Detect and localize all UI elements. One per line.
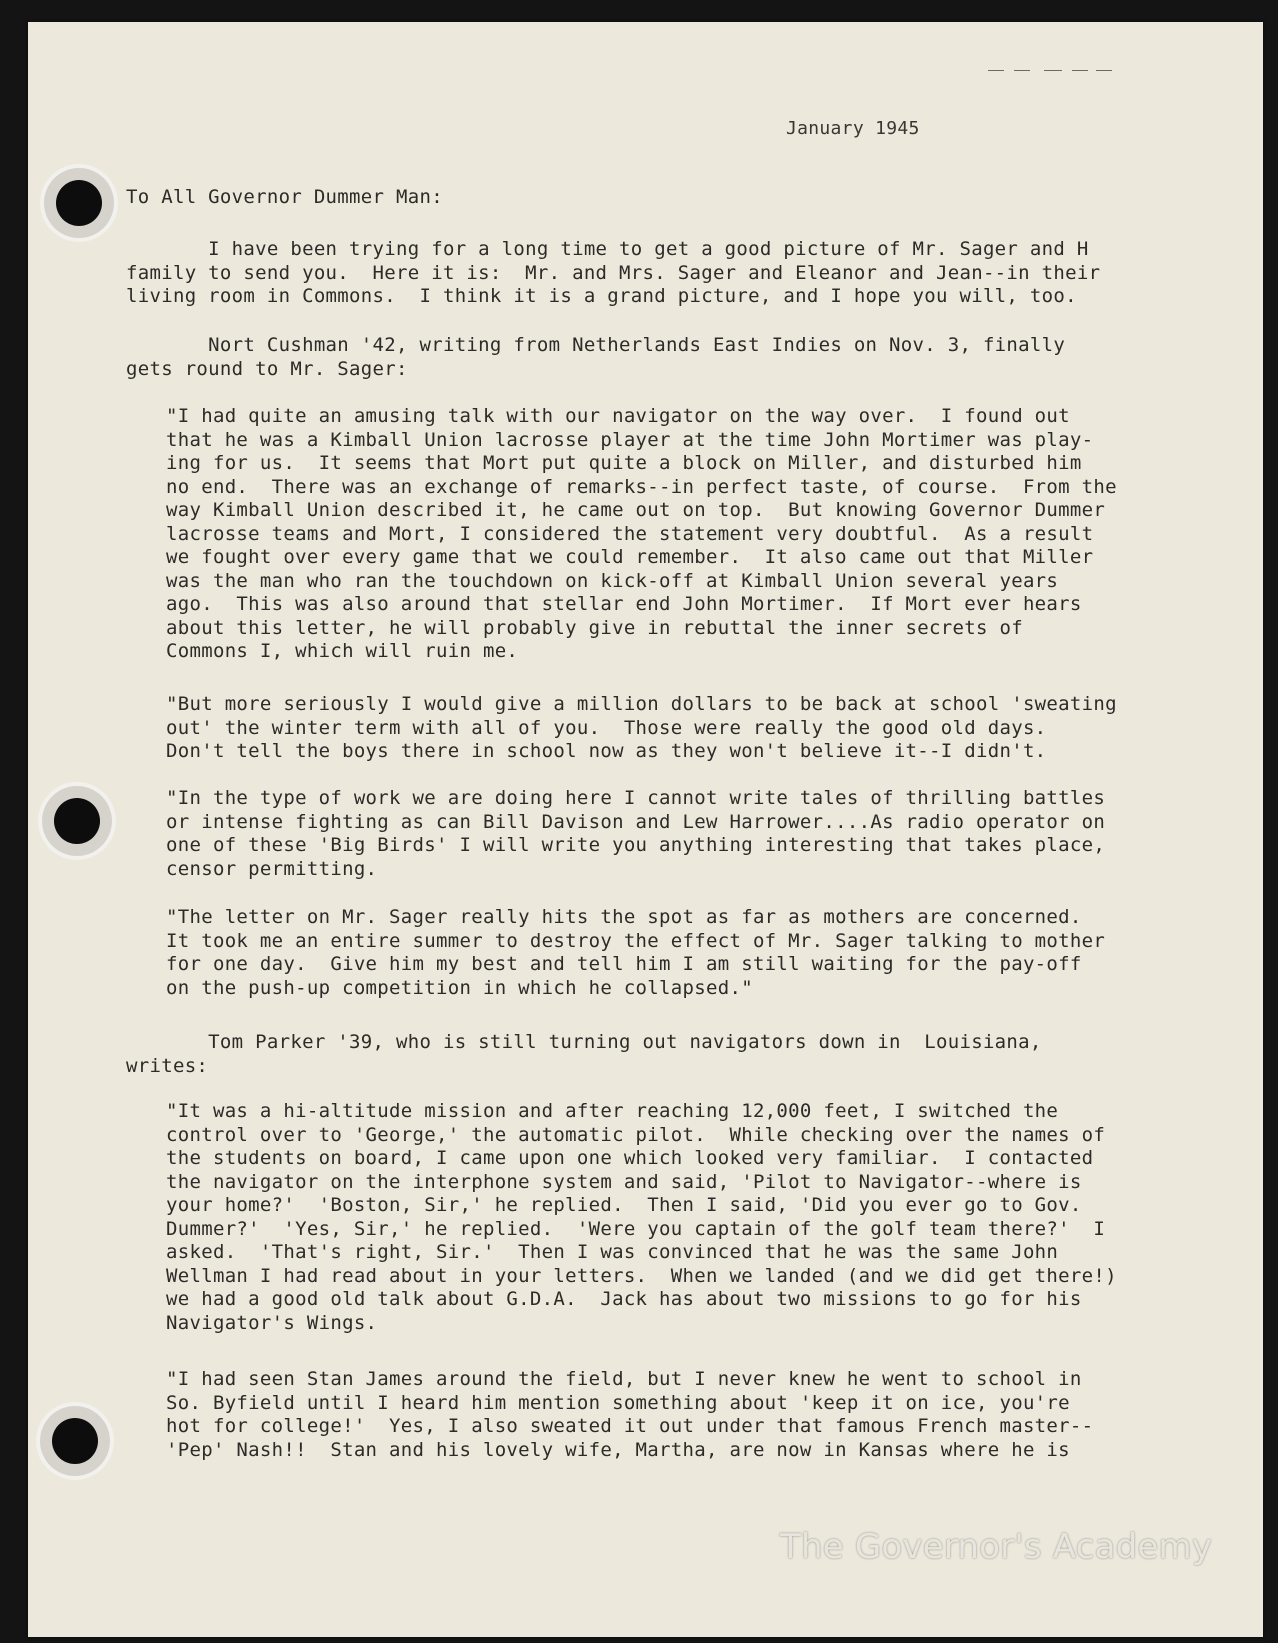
text-line: "In the type of work we are doing here I cannot write tales of thrilling battles: [166, 787, 1106, 809]
letter-date: January 1945: [786, 118, 920, 139]
text-line: "It was a hi-altitude mission and after reaching 12,000 feet, I switched the: [166, 1100, 1059, 1122]
quote-big-birds: [166, 787, 1105, 881]
text-line: family to send you. Here it is: Mr. and Mrs. Sager and Eleanor and Jean--in their: [126, 261, 1101, 284]
text-line: Nort Cushman '42, writing from Netherlands East Indies on Nov. 3, finally: [126, 334, 1066, 356]
text-line: I have been trying for a long time to get a good picture of Mr. Sager and H: [126, 238, 1089, 260]
paragraph-cushman-intro: [126, 334, 1065, 381]
text-line: Wellman I had read about in your letters. When we landed (and we did get there!): [166, 1264, 1117, 1287]
quote-hi-altitude: [166, 1100, 1117, 1335]
text-line: for one day. Give him my best and tell him I am still waiting for the pay-off: [166, 953, 1082, 975]
text-line: the students on board, I came upon one which looked very familiar. I contacted: [166, 1147, 1094, 1169]
text-line: no end. There was an exchange of remarks--in perfect taste, of course. From the: [166, 475, 1117, 498]
text-line: "But more seriously I would give a million dollars to be back at school 'sweating: [166, 693, 1117, 715]
text-line: writes:: [126, 1054, 209, 1077]
text-line: about this letter, he will probably give in rebuttal the inner secrets of: [166, 616, 1023, 639]
text-line: Dummer?' 'Yes, Sir,' he replied. 'Were you captain of the golf team there?' I: [166, 1217, 1106, 1240]
text-line: hot for college!' Yes, I also sweated it out under that famous French master--: [166, 1415, 1094, 1437]
text-line: we had a good old talk about G.D.A. Jack has about two missions to go for his: [166, 1288, 1082, 1310]
text-line: asked. 'That's right, Sir.' Then I was convinced that he was the same John: [166, 1241, 1059, 1263]
text-line: Navigator's Wings.: [166, 1311, 378, 1334]
text-line: Tom Parker '39, who is still turning out navigators down in Louisiana,: [126, 1031, 1042, 1053]
text-line: "I had seen Stan James around the field, but I never knew he went to school in: [166, 1368, 1082, 1390]
text-line: on the push-up competition in which he collapsed.": [166, 976, 753, 999]
quote-stan-james: [166, 1368, 1093, 1462]
text-line: we fought over every game that we could remember. It also came out that Miller: [166, 546, 1094, 568]
salutation: To All Governor Dummer Man:: [126, 186, 443, 208]
text-line: It took me an entire summer to destroy the effect of Mr. Sager talking to mother: [166, 929, 1106, 952]
paragraph-intro: [126, 238, 1100, 309]
watermark: The Governor's Academy: [780, 1527, 1213, 1567]
margin-mark: [1044, 70, 1062, 71]
text-line: control over to 'George,' the automatic pilot. While checking over the names of: [166, 1123, 1106, 1146]
quote-navigator: [166, 405, 1117, 664]
text-line: Commons I, which will ruin me.: [166, 640, 519, 662]
margin-mark: [1096, 70, 1112, 71]
margin-mark: [1072, 70, 1088, 71]
text-line: ing for us. It seems that Mort put quite a block on Miller, and disturbed him: [166, 452, 1082, 474]
text-line: one of these 'Big Birds' I will write you anything interesting that takes place,: [166, 834, 1106, 856]
quote-million-dollars: [166, 693, 1117, 764]
text-line: Don't tell the boys there in school now as they won't believe it--I didn't.: [166, 740, 1047, 762]
punch-hole-middle: [54, 798, 100, 844]
text-line: 'Pep' Nash!! Stan and his lovely wife, Martha, are now in Kansas where he is: [166, 1438, 1070, 1461]
text-line: censor permitting.: [166, 857, 378, 880]
text-line: gets round to Mr. Sager:: [126, 357, 408, 380]
text-line: So. Byfield until I heard him mention something about 'keep it on ice, you're: [166, 1391, 1070, 1414]
text-line: your home?' 'Boston, Sir,' he replied. Then I said, 'Did you ever go to Gov.: [166, 1194, 1082, 1216]
text-line: way Kimball Union described it, he came out on top. But knowing Governor Dummer: [166, 499, 1106, 521]
text-line: "The letter on Mr. Sager really hits the spot as far as mothers are concerned.: [166, 906, 1082, 928]
text-line: was the man who ran the touchdown on kick-off at Kimball Union several years: [166, 569, 1059, 592]
punch-hole-bottom: [52, 1418, 98, 1464]
text-line: the navigator on the interphone system and said, 'Pilot to Navigator--where is: [166, 1170, 1082, 1193]
margin-mark: [988, 70, 1004, 71]
text-line: living room in Commons. I think it is a grand picture, and I hope you will, too.: [126, 285, 1077, 307]
text-line: out' the winter term with all of you. Those were really the good old days.: [166, 716, 1047, 739]
text-line: or intense fighting as can Bill Davison and Lew Harrower....As radio operator on: [166, 810, 1106, 833]
text-line: "I had quite an amusing talk with our navigator on the way over. I found out: [166, 405, 1070, 427]
quote-letter-sager: [166, 906, 1105, 1000]
paragraph-parker-intro: [126, 1031, 1042, 1078]
punch-hole-top: [56, 180, 102, 226]
margin-mark: [1014, 70, 1030, 71]
text-line: that he was a Kimball Union lacrosse player at the time John Mortimer was play-: [166, 428, 1094, 451]
text-line: ago. This was also around that stellar end John Mortimer. If Mort ever hears: [166, 593, 1082, 615]
text-line: lacrosse teams and Mort, I considered the statement very doubtful. As a result: [166, 522, 1094, 545]
